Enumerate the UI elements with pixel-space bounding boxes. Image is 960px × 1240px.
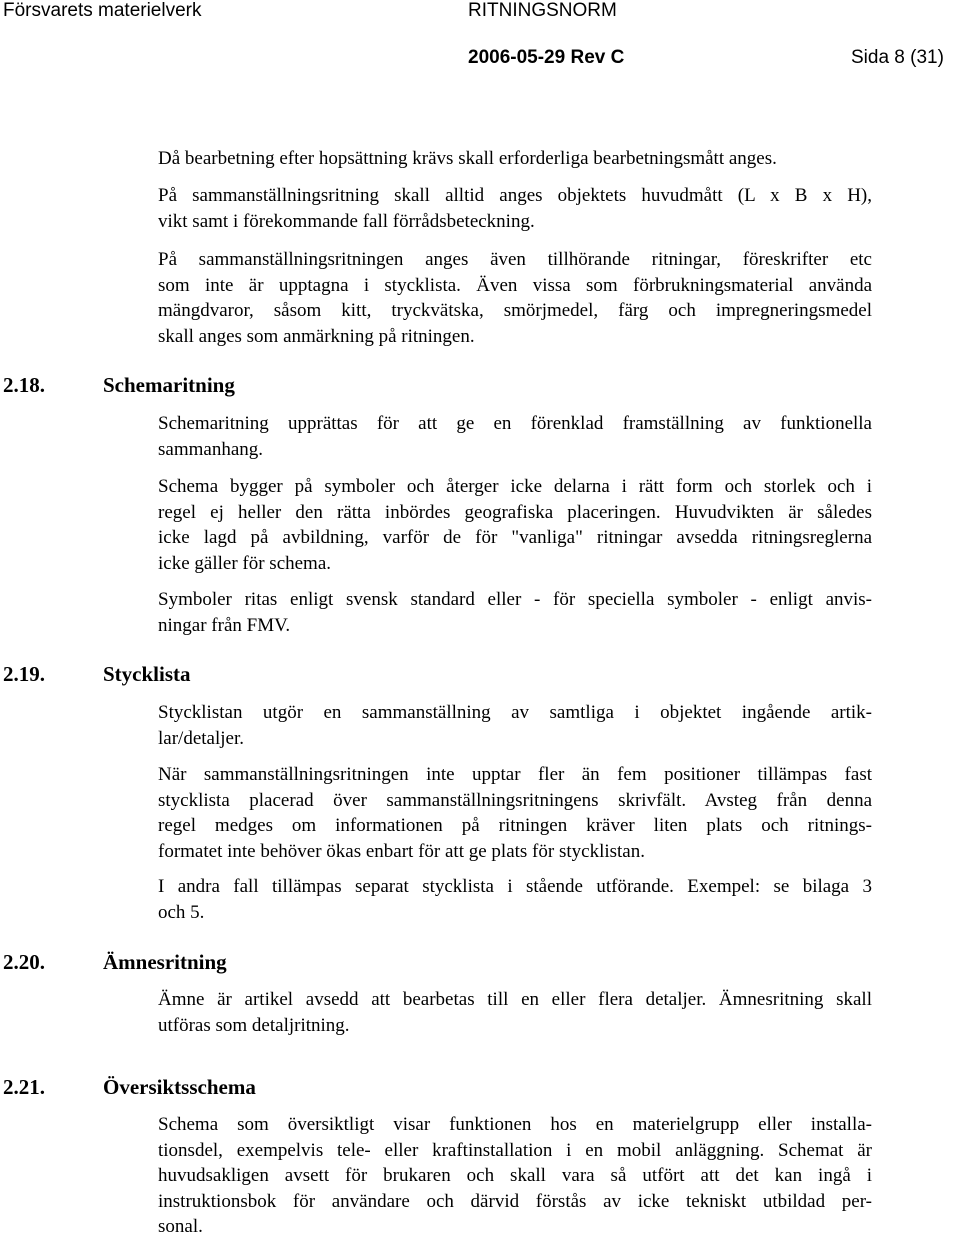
- text-line: sonal.: [158, 1216, 203, 1238]
- section-heading: Schemaritning: [103, 373, 235, 397]
- section-number: 2.21.: [3, 1075, 45, 1099]
- section-paragraph: [158, 587, 872, 638]
- section-heading: Stycklista: [103, 662, 191, 686]
- section-paragraph: [158, 762, 872, 864]
- text-line: icke gäller för schema.: [158, 552, 332, 574]
- text-line: vikt samt i förekommande fall förrådsbeteckning.: [158, 210, 535, 232]
- document-type: RITNINGSNORM: [468, 0, 617, 21]
- page-number: Sida 8 (31): [851, 47, 944, 68]
- section-number: 2.18.: [3, 373, 45, 397]
- text-line: Schemaritning upprättas för att ge en förenklad framställning av funktionella: [158, 413, 872, 434]
- section-paragraph: [158, 1112, 872, 1240]
- section-paragraph: [158, 700, 872, 751]
- text-line: När sammanställningsritningen inte upptar fler än fem positioner tillämpas fast: [158, 764, 872, 785]
- text-line: som inte är upptagna i stycklista. Även vissa som förbrukningsmaterial använda: [158, 274, 872, 296]
- section-paragraph: [158, 411, 872, 462]
- text-line: Ämne är artikel avsedd att bearbetas till en eller flera detaljer. Ämnesritning skall: [158, 989, 872, 1010]
- text-line: skall anges som anmärkning på ritningen.: [158, 325, 475, 347]
- text-line: Schema bygger på symboler och återger icke delarna i rätt form och storlek och i: [158, 476, 872, 497]
- text-line: sammanhang.: [158, 438, 264, 460]
- text-line: På sammanställningsritningen anges även tillhörande ritningar, föreskrifter etc: [158, 249, 872, 270]
- section-paragraph: [158, 874, 872, 925]
- date-revision: 2006-05-29 Rev C: [468, 47, 625, 68]
- text-line: huvudsakligen avsett för brukaren och skall vara så utfört att det kan ingå i: [158, 1165, 872, 1187]
- text-line: utföras som detaljritning.: [158, 1014, 350, 1036]
- text-line: regel medges om informationen på ritningen kräver liten plats och ritnings-: [158, 815, 872, 837]
- section-paragraph: [158, 474, 872, 576]
- section-number: 2.20.: [3, 950, 45, 974]
- intro-paragraph-2: [158, 183, 872, 234]
- text-line: instruktionsbok för användare och därvid förstås av icke tekniskt utbildad per-: [158, 1190, 872, 1212]
- text-line: stycklista placerad över sammanställningsritningens skrivfält. Avsteg från denna: [158, 789, 872, 811]
- text-line: Då bearbetning efter hopsättning krävs skall erforderliga bearbetningsmått anges.: [158, 148, 777, 169]
- text-line: På sammanställningsritning skall alltid anges objektets huvudmått (L x B x H),: [158, 185, 872, 206]
- text-line: regel ej heller den rätta inbördes geografiska placeringen. Huvudvikten är således: [158, 501, 872, 523]
- section-heading: Översiktsschema: [103, 1075, 256, 1099]
- text-line: I andra fall tillämpas separat stycklista i stående utförande. Exempel: se bilaga 3: [158, 876, 872, 897]
- text-line: lar/detaljer.: [158, 727, 244, 749]
- intro-paragraph-3: [158, 247, 872, 349]
- text-line: icke lagd på avbildning, varför de för "vanliga" ritningar avsedda ritningsreglerna: [158, 527, 872, 549]
- text-line: och 5.: [158, 901, 205, 923]
- text-line: tionsdel, exempelvis tele- eller kraftinstallation i en mobil anläggning. Schemat är: [158, 1139, 872, 1161]
- text-line: Schema som översiktligt visar funktionen hos en materielgrupp eller installa-: [158, 1114, 872, 1135]
- text-line: formatet inte behöver ökas enbart för att ge plats för stycklistan.: [158, 840, 645, 862]
- section-paragraph: [158, 987, 872, 1038]
- section-heading: Ämnesritning: [103, 950, 227, 974]
- text-line: ningar från FMV.: [158, 614, 291, 636]
- text-line: Stycklistan utgör en sammanställning av samtliga i objektet ingående artik-: [158, 702, 872, 723]
- section-number: 2.19.: [3, 662, 45, 686]
- text-line: mängdvaror, såsom kitt, tryckvätska, smörjmedel, färg och impregneringsmedel: [158, 300, 872, 322]
- intro-paragraph-1: [158, 146, 872, 172]
- organization-name: Försvarets materielverk: [3, 0, 202, 21]
- text-line: Symboler ritas enligt svensk standard eller - för speciella symboler - enligt anvis-: [158, 589, 872, 610]
